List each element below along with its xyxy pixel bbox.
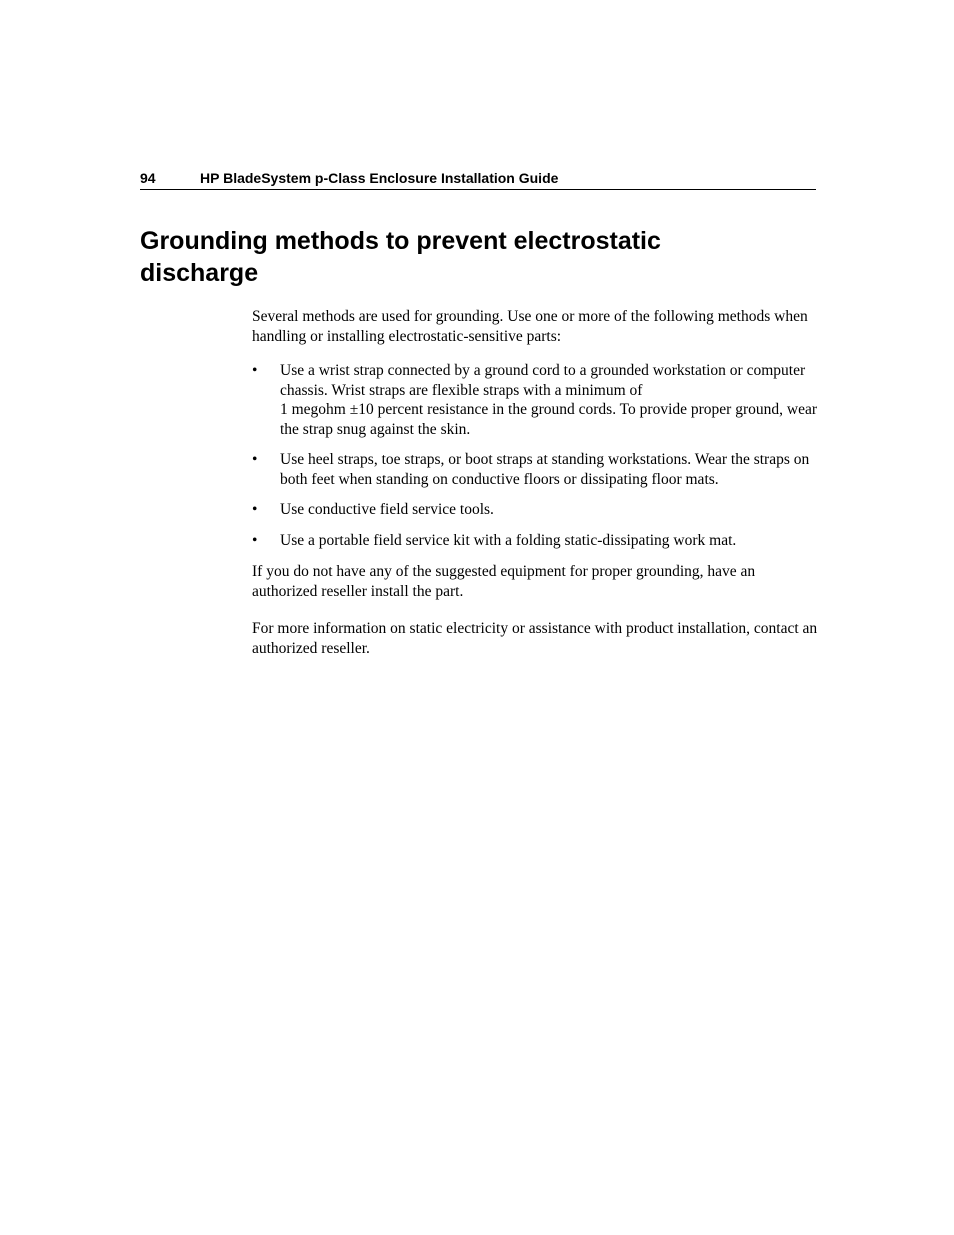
running-header-title: HP BladeSystem p-Class Enclosure Installation Guide: [200, 170, 559, 186]
list-item-text: Use a wrist strap connected by a ground cord to a grounded workstation or computer chassis. Wrist straps are flexible straps with a minimum of: [280, 362, 806, 399]
page-number: 94: [140, 170, 156, 186]
bullet-icon: •: [252, 531, 258, 549]
section-title: Grounding methods to prevent electrostatic discharge: [140, 227, 661, 287]
bullet-icon: •: [252, 501, 258, 518]
list-item: [252, 500, 818, 520]
bullet-icon: •: [252, 362, 258, 379]
list-item-text: Use a portable field service kit with a folding static-dissipating work mat.: [280, 531, 737, 549]
list-item: [252, 531, 818, 551]
list-item-text: Use conductive field service tools.: [280, 501, 494, 518]
list-item: [252, 361, 818, 439]
bullet-icon: •: [252, 451, 258, 468]
list-item: [252, 450, 818, 489]
grounding-methods-list: [252, 361, 818, 550]
more-info-paragraph: For more information on static electricity or assistance with product installation, contact an authorized reseller.: [252, 620, 818, 657]
page-header: [140, 168, 816, 190]
equipment-paragraph: If you do not have any of the suggested equipment for proper grounding, have an authorized reseller install the part.: [252, 563, 756, 600]
list-item-text-continued: 1 megohm ±10 percent resistance in the ground cords. To provide proper ground, wear the strap snug against the skin.: [280, 401, 817, 438]
intro-paragraph: Several methods are used for grounding. Use one or more of the following methods when handling or installing electrostatic-sensitive parts:: [252, 308, 808, 345]
list-item-text: Use heel straps, toe straps, or boot straps at standing workstations. Wear the straps on both feet when standing on conductive floors or dissipating floor mats.: [280, 451, 810, 488]
body-text: [252, 307, 818, 658]
